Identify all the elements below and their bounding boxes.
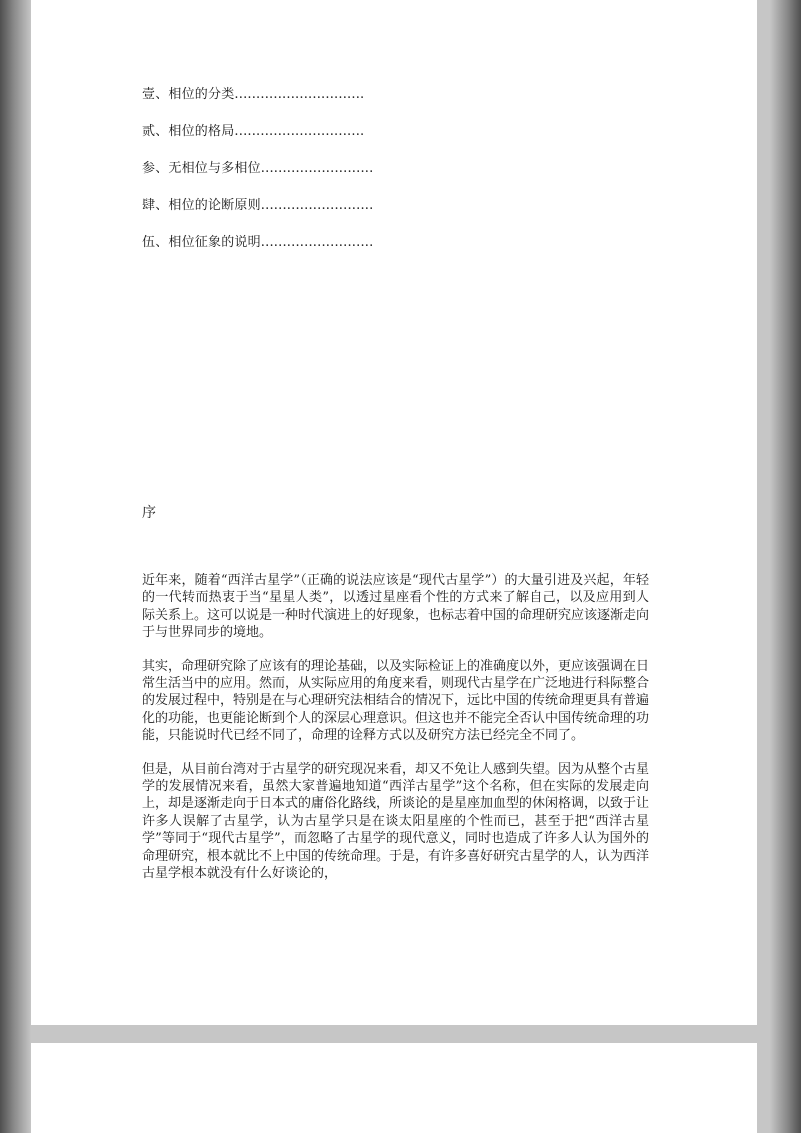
document-page [31,0,757,1025]
next-document-page [31,1043,757,1133]
toc-entry[interactable]: 壹、相位的分类.............................. [142,87,365,102]
table-of-contents [142,86,373,271]
toc-entry[interactable]: 伍、相位征象的说明.......................... [142,235,374,250]
toc-entry[interactable]: 参、无相位与多相位.......................... [142,161,374,176]
paragraph: 近年来，随着“西洋古星学”（正确的说法应该是“现代古星学”）的大量引进及兴起，年轻的一代转而热衷于当“星星人类”，以透过星座看个性的方式来了解自己，以及应用到人际关系上。这可以说是一种时代演进上的好现象，也标志着中国的命理研究应该逐渐走向于与世界同步的境地。 [142,573,650,641]
paragraph: 但是，从目前台湾对于古星学的研究现况来看，却又不免让人感到失望。因为从整个古星学的发展情况来看，虽然大家普遍地知道“西洋古星学”这个名称，但在实际的发展走向上，却是逐渐走向于日本式的庸俗化路线，所谈论的是星座加血型的休闲格调，以致于让许多人误解了古星学，认为古星学只是在谈太阳星座的个性而已，甚至于把“西洋古星学”等同于“现代古星学”，而忽略了古星学的现代意义，同时也造成了许多人认为国外的命理研究，根本就比不上中国的传统命理。于是，有许多喜好研究古星学的人，认为西洋古星学根本就没有什么好谈论的， [142,761,650,882]
paragraph: 其实，命理研究除了应该有的理论基础，以及实际检证上的准确度以外，更应该强调在日常生活当中的应用。然而，从实际应用的角度来看，则现代古星学在广泛地进行科际整合的发展过程中，特别是在与心理研究法相结合的情况下，远比中国的传统命理更具有普遍化的功能，也更能论断到个人的深层心理意识。但这也并不能完全否认中国传统命理的功能，只能说时代已经不同了，命理的诠释方式以及研究方法已经完全不同了。 [142,658,650,744]
toc-entry[interactable]: 贰、相位的格局.............................. [142,124,365,139]
toc-entry[interactable]: 肆、相位的论断原则.......................... [142,198,374,213]
section-heading: 序 [142,505,156,521]
body-text [142,572,649,899]
